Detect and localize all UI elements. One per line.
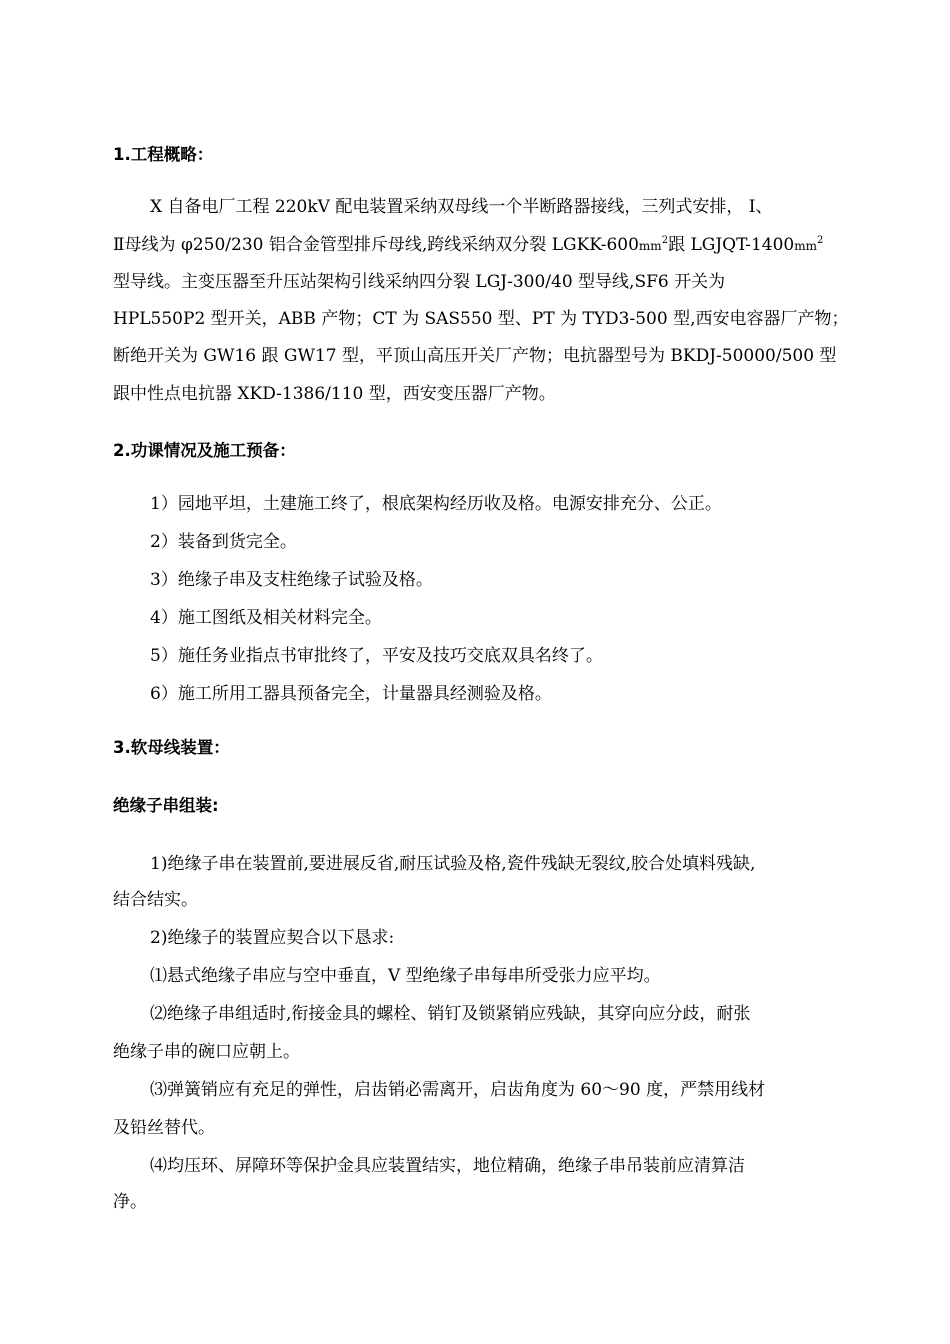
section-1-line-3: 型导线。主变压器至升压站架构引线采纳四分裂 LGJ-300/40 型导线,SF6 开关为 [113, 272, 726, 292]
superscript-2: 2 [817, 235, 824, 246]
section-3-line-3: 2)绝缘子的装置应契合以下恳求: [150, 928, 395, 948]
section-2-item-1: 1）园地平坦，土建施工终了，根底架构经历收及格。电源安排充分、公正。 [150, 494, 722, 514]
unit-mm: mm [638, 239, 662, 253]
section-3-subheading: 绝缘子串组装: [113, 796, 219, 815]
section-1-line-5: 断绝开关为 GW16 跟 GW17 型，平顶山高压开关厂产物；电抗器型号为 BKDJ-50000/500 型 [113, 346, 837, 366]
section-3-line-8: 及铅丝替代。 [113, 1118, 215, 1138]
section-1-heading: 1.工程概略： [113, 145, 214, 164]
section-1-line-6: 跟中性点电抗器 XKD-1386/110 型，西安变压器厂产物。 [113, 384, 556, 404]
section-3-line-9: ⑷均压环、屏障环等保护金具应装置结实，地位精确，绝缘子串吊装前应清算洁 [150, 1156, 745, 1176]
section-2-item-2: 2）装备到货完全。 [150, 532, 297, 552]
section-1-line-1: X 自备电厂工程 220kV 配电装置采纳双母线一个半断路器接线，三列式安排， Ⅰ、 [150, 197, 773, 217]
section-3-line-7: ⑶弹簧销应有充足的弹性，启齿销必需离开，启齿角度为 60～90 度，严禁用线材 [150, 1080, 766, 1100]
section-3-line-4: ⑴悬式绝缘子串应与空中垂直，V 型绝缘子串每串所受张力应平均。 [150, 966, 661, 986]
section-1-line-2-text: Ⅱ母线为 φ250/230 铝合金管型排斥母线,跨线采纳双分裂 LGKK-600 [113, 235, 639, 255]
section-3-line-6: 绝缘子串的碗口应朝上。 [113, 1042, 300, 1062]
unit-mm: mm [794, 239, 818, 253]
section-2-item-4: 4）施工图纸及相关材料完全。 [150, 608, 382, 628]
section-2-heading: 2.功课情况及施工预备： [113, 441, 296, 460]
section-3-line-5: ⑵绝缘子串组适时,衔接金具的螺栓、销钉及锁紧销应残缺，其穿向应分歧，耐张 [150, 1004, 751, 1024]
section-2-item-5: 5）施任务业指点书审批终了，平安及技巧交底双具名终了。 [150, 646, 603, 666]
section-3-line-10: 净。 [113, 1192, 147, 1212]
section-1-line-2-mid: 跟 LGJQT-1400 [668, 235, 795, 255]
section-1-line-2 [113, 234, 823, 257]
section-2-item-3: 3）绝缘子串及支柱绝缘子试验及格。 [150, 570, 433, 590]
superscript-2: 2 [661, 235, 669, 246]
section-1-line-4: HPL550P2 型开关，ABB 产物；CT 为 SAS550 型、PT 为 TYD3-500 型,西安电容器厂产物； [113, 309, 849, 329]
section-3-line-2: 结合结实。 [113, 890, 198, 910]
section-3-heading: 3.软母线装置： [113, 738, 230, 757]
section-2-item-6: 6）施工所用工器具预备完全，计量器具经测验及格。 [150, 684, 552, 704]
section-3-line-1: 1)绝缘子串在装置前,要进展反省,耐压试验及格,瓷件残缺无裂纹,胶合处填料残缺, [150, 854, 756, 874]
